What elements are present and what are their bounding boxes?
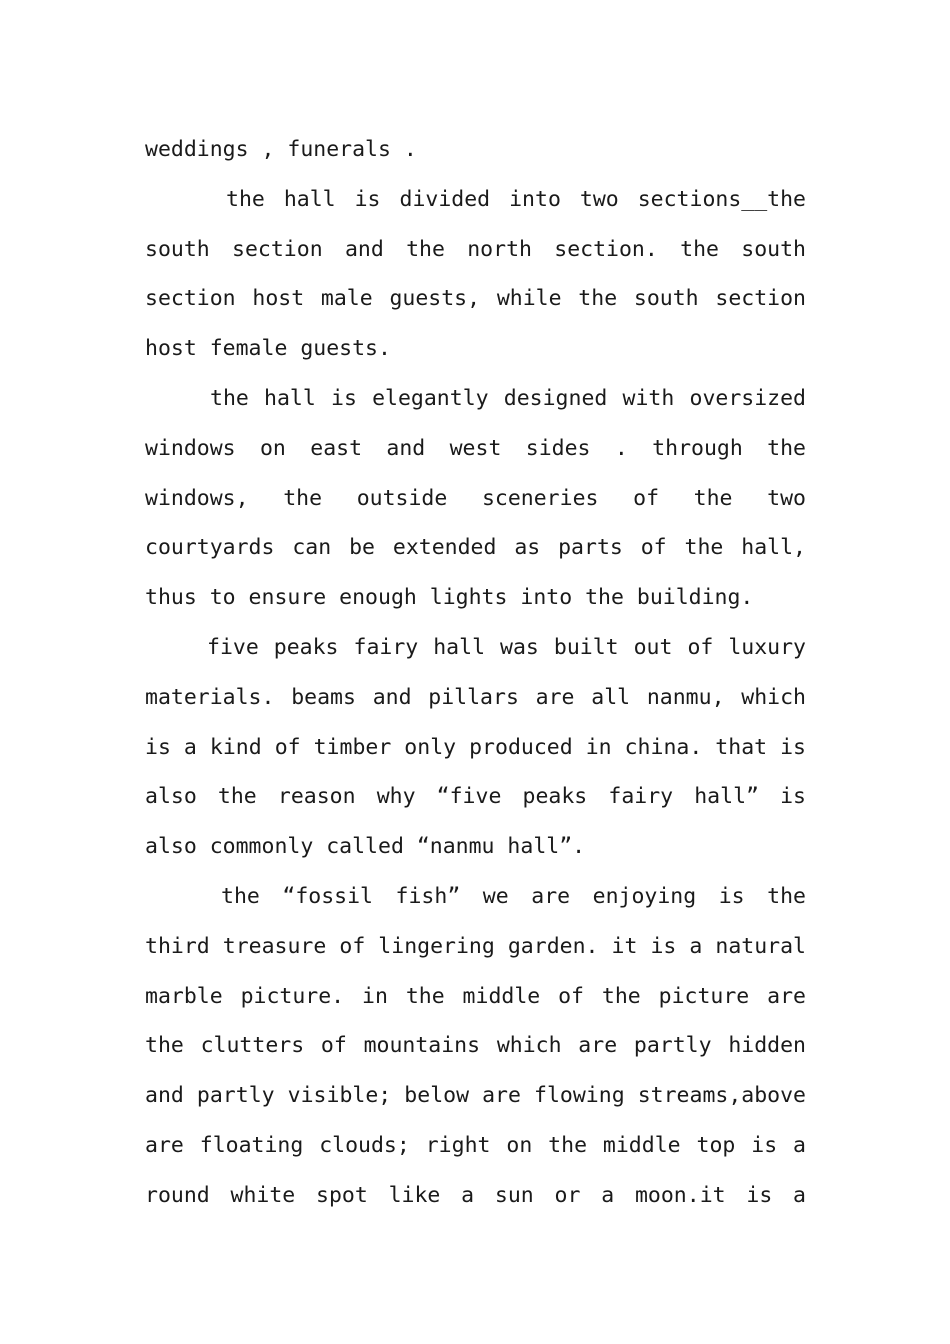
text-line: and partly visible; below are flowing streams,above	[145, 1083, 806, 1109]
text-line-paragraph-start: the hall is elegantly designed with oversized	[210, 385, 806, 411]
text-line: thus to ensure enough lights into the building.	[145, 585, 754, 611]
document-body	[145, 125, 806, 1221]
text-line: south section and the north section. the south	[145, 236, 806, 262]
text-line: weddings , funerals .	[145, 137, 417, 162]
text-line: marble picture. in the middle of the picture are	[145, 983, 806, 1009]
text-line: round white spot like a sun or a moon.it is a	[145, 1182, 806, 1208]
text-line: are floating clouds; right on the middle top is a	[145, 1132, 806, 1158]
text-line: host female guests.	[145, 336, 391, 362]
text-line: windows on east and west sides . through the	[145, 435, 806, 461]
text-line: also the reason why “five peaks fairy hall” is	[145, 784, 806, 810]
text-line-paragraph-start: five peaks fairy hall was built out of luxury	[207, 634, 806, 660]
text-line: windows, the outside sceneries of the two	[145, 485, 806, 511]
text-line: section host male guests, while the south section	[145, 286, 806, 312]
text-line: courtyards can be extended as parts of the hall,	[145, 535, 806, 561]
text-line: is a kind of timber only produced in china. that is	[145, 734, 806, 760]
text-line-paragraph-start: the “fossil fish” we are enjoying is the	[221, 883, 806, 909]
text-line: third treasure of lingering garden. it is a natural	[145, 933, 806, 959]
text-line: the clutters of mountains which are partly hidden	[145, 1033, 806, 1059]
text-line: also commonly called “nanmu hall”.	[145, 834, 586, 860]
text-line-paragraph-start: the hall is divided into two sections__the	[226, 186, 806, 212]
text-line: materials. beams and pillars are all nanmu, which	[145, 684, 806, 710]
